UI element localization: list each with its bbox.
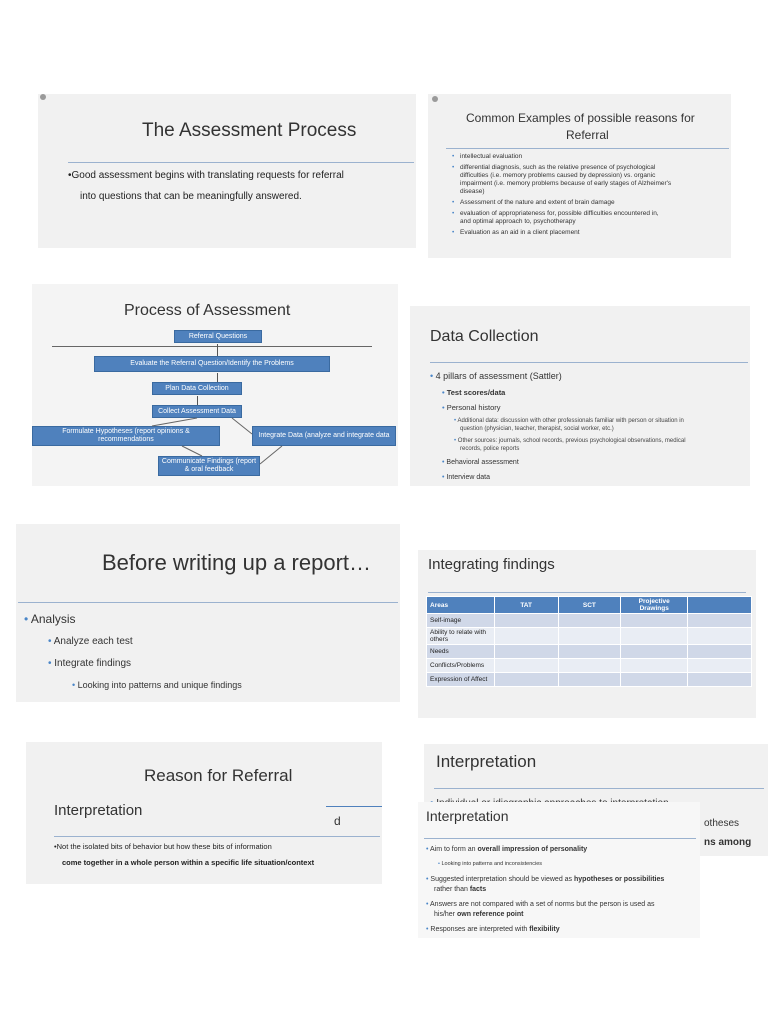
bullet-pillars: • 4 pillars of assessment (Sattler) — [430, 371, 562, 381]
peek-text-1: otheses — [704, 818, 740, 829]
slide-process-flowchart — [32, 284, 398, 486]
slide-title: Integrating findings — [428, 556, 555, 573]
bullet-text: 4 pillars of assessment (Sattler) — [435, 371, 562, 381]
table-cell — [494, 614, 558, 628]
table-row — [427, 673, 752, 687]
slide-title: The Assessment Process — [142, 120, 357, 141]
bullet-personal-history: • Personal history — [442, 403, 501, 412]
title-divider — [326, 806, 382, 807]
bullet-interview: • Interview data — [442, 474, 490, 481]
bullet-text: Aim to form an — [430, 846, 478, 853]
list-item — [452, 199, 727, 207]
bullet-icon: • — [452, 210, 455, 217]
title-divider — [446, 148, 729, 149]
slide-referral-reasons — [428, 94, 731, 258]
body-line-1: •Good assessment begins with translating requests for referral — [68, 170, 344, 181]
table-cell — [621, 628, 688, 645]
bullet-analysis: • Analysis — [24, 612, 76, 626]
reason-list — [452, 153, 727, 240]
table-row-label: Expression of Affect — [427, 673, 495, 687]
table-header-cell — [688, 597, 752, 614]
list-item-line: and optimal approach to, psychotherapy — [460, 218, 576, 225]
bullet-text: Other sources: journals, school records, previous psychological observations, medical — [457, 438, 686, 444]
sub-bullet-other-sources: • Other sources: journals, school records, previous psychological observations, medical records, police reports — [454, 438, 686, 452]
bullet-behavioral: • Behavioral assessment — [442, 459, 519, 466]
slide-title-line-1: Common Examples of possible reasons for — [466, 111, 695, 125]
table-cell — [688, 673, 752, 687]
table-row — [427, 614, 752, 628]
bullet-text: Integrate findings — [54, 658, 131, 669]
bullet-text: Answers are not compared with a set of norms but the person is used as — [430, 901, 655, 908]
table-cell — [558, 614, 621, 628]
bullet-bold: facts — [469, 886, 487, 893]
body-line-1: •Not the isolated bits of behavior but how these bits of information — [54, 842, 272, 851]
list-item-line: impairment (i.e. memory problems because of early stages of Alzheimer's — [460, 180, 672, 187]
slide-before-report — [16, 524, 400, 702]
table-cell — [621, 645, 688, 659]
table-cell — [688, 659, 752, 673]
box-integrate-data: Integrate Data (analyze and integrate data — [252, 426, 396, 446]
slide-title-line-2: Referral — [566, 128, 609, 142]
list-item-line: Assessment of the nature and extent of brain damage — [460, 199, 615, 206]
subtitle-divider — [54, 836, 380, 837]
pin-icon — [40, 94, 46, 100]
table-row-label: Self-image — [427, 614, 495, 628]
box-formulate-hypotheses: Formulate Hypotheses (report opinions & recommendations — [32, 426, 220, 446]
slide-title: Reason for Referral — [144, 766, 293, 785]
bullet-bold: flexibility — [529, 926, 560, 933]
table-row — [427, 628, 752, 645]
table-header-cell: Areas — [427, 597, 495, 614]
list-item-line: differential diagnosis, such as the relative presence of psychological — [460, 164, 656, 171]
table-cell — [494, 673, 558, 687]
bullet-overall-impression: • Aim to form an overall impression of personality — [426, 846, 588, 853]
bullet-text: Looking into patterns and unique findings — [77, 680, 242, 690]
table-header-cell: Projective Drawings — [621, 597, 688, 614]
slide-interpretation-front — [418, 802, 700, 938]
box-referral-questions: Referral Questions — [174, 330, 262, 343]
bullet-text: Behavioral assessment — [446, 459, 519, 466]
table-row — [427, 659, 752, 673]
list-item-line: intellectual evaluation — [460, 153, 523, 160]
bullet-icon: • — [452, 199, 455, 206]
slide-data-collection — [410, 306, 750, 486]
bullet-text: Looking into patterns and inconsistencies — [441, 861, 543, 867]
slide-subtitle: Interpretation — [54, 802, 143, 819]
table-cell — [558, 673, 621, 687]
findings-table — [426, 596, 752, 687]
list-item-line: disease) — [460, 188, 485, 195]
slide-title: Interpretation — [426, 808, 509, 824]
table-cell — [621, 614, 688, 628]
bullet-analyze-test: • Analyze each test — [48, 636, 133, 647]
table-cell — [688, 628, 752, 645]
slide-reason-interpretation — [26, 742, 382, 884]
title-divider — [434, 788, 764, 789]
body-line-2: come together in a whole person within a specific life situation/context — [62, 858, 315, 867]
slide-title: Data Collection — [430, 328, 539, 345]
bullet-test-scores: • Test scores/data — [442, 388, 506, 397]
box-evaluate-question: Evaluate the Referral Question/Identify the Problems — [94, 356, 330, 372]
bullet-bold: overall impression of personality — [477, 846, 588, 853]
table-row-label: Conflicts/Problems — [427, 659, 495, 673]
title-divider — [424, 838, 696, 839]
bullet-text: his/her — [434, 911, 457, 918]
table-row-label: Ability to relate with others — [427, 628, 495, 645]
flow-connectors — [32, 284, 398, 486]
bullet-hypotheses: • Suggested interpretation should be viewed as hypotheses or possibilities rather than facts — [426, 876, 665, 893]
bullet-text: Analyze each test — [53, 636, 133, 647]
table-header-row — [427, 597, 752, 614]
bullet-text: question (physician, teacher, therapist, social worker, etc.) — [460, 426, 614, 432]
bullet-text: Personal history — [446, 403, 501, 412]
table-cell — [494, 659, 558, 673]
list-item — [452, 210, 727, 226]
bullet-text: Responses are interpreted with — [430, 926, 530, 933]
sub-bullet-patterns: • Looking into patterns and inconsistencies — [438, 861, 543, 867]
slide-title: Before writing up a report… — [102, 550, 372, 575]
bullet-flexibility: • Responses are interpreted with flexibility — [426, 926, 560, 933]
title-divider — [428, 592, 746, 593]
slide-assessment-process — [38, 94, 416, 248]
peek-text-2: ns among — [704, 837, 752, 848]
table-header-cell: TAT — [494, 597, 558, 614]
table-cell — [688, 645, 752, 659]
bullet-text: Test scores/data — [446, 388, 506, 397]
title-divider — [68, 162, 414, 163]
title-divider — [18, 602, 398, 603]
list-item — [452, 164, 727, 196]
table-cell — [494, 628, 558, 645]
sub-bullet-additional-data: • Additional data: discussion with other professionals familiar with person or situation in question (physician, teacher, therapist, social worker, etc.) — [454, 418, 684, 432]
bullet-bold: own reference point — [456, 911, 524, 918]
pin-icon — [432, 96, 438, 102]
slide-title: Process of Assessment — [124, 302, 291, 319]
sub-bullet-patterns: • Looking into patterns and unique findings — [72, 680, 242, 690]
table-cell — [621, 659, 688, 673]
body-line-2: into questions that can be meaningfully answered. — [80, 191, 302, 202]
list-item — [452, 229, 727, 237]
bullet-text: records, police reports — [460, 446, 520, 452]
bullet-text: Additional data: discussion with other professionals familiar with person or situation in — [457, 418, 684, 424]
bullet-text: Analysis — [30, 612, 76, 626]
bullet-icon: • — [452, 153, 455, 160]
bullet-icon: • — [452, 229, 455, 236]
bullet-bold: hypotheses or possibilities — [574, 876, 665, 883]
table-row-label: Needs — [427, 645, 495, 659]
slide-title: Interpretation — [436, 752, 537, 771]
list-item-line: evaluation of appropriateness for, possible difficulties encountered in, — [460, 210, 659, 217]
list-item-line: difficulties (i.e. memory problems caused by depression) vs. organic — [460, 172, 656, 179]
bullet-icon: • — [452, 164, 455, 171]
stray-letter: d — [334, 814, 341, 828]
table-cell — [558, 659, 621, 673]
table-cell — [688, 614, 752, 628]
table-cell — [558, 628, 621, 645]
list-item — [452, 153, 727, 161]
slide-integrating-findings — [418, 550, 756, 718]
box-plan-data: Plan Data Collection — [152, 382, 242, 395]
list-item-line: Evaluation as an aid in a client placement — [460, 229, 580, 236]
table-cell — [494, 645, 558, 659]
bullet-text: Interview data — [446, 474, 490, 481]
box-communicate-findings: Communicate Findings (report & oral feedback — [158, 456, 260, 476]
bullet-reference-point: • Answers are not compared with a set of norms but the person is used as his/her own reference point — [426, 901, 655, 918]
title-divider — [430, 362, 748, 363]
table-header-cell: SCT — [558, 597, 621, 614]
bullet-integrate: • Integrate findings — [48, 658, 131, 669]
bullet-text: Suggested interpretation should be viewed as — [430, 876, 575, 883]
table-cell — [558, 645, 621, 659]
table-cell — [621, 673, 688, 687]
box-collect-data: Collect Assessment Data — [152, 405, 242, 418]
table-row — [427, 645, 752, 659]
bullet-text: rather than — [434, 886, 470, 893]
